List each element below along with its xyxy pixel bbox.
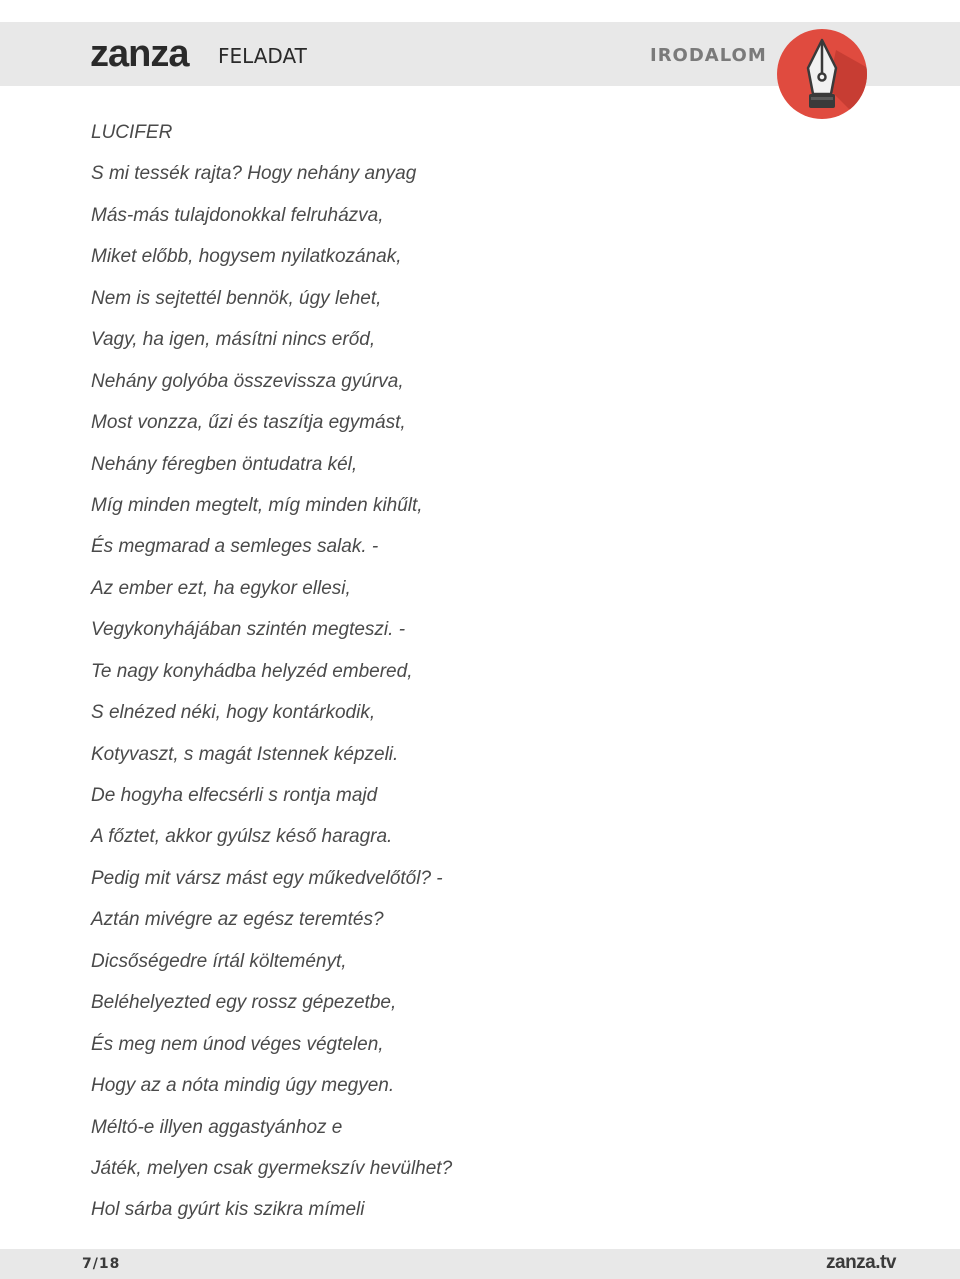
poem-line: Beléhelyezted egy rossz gépezetbe, [91, 992, 397, 1014]
poem-line: Nehány féregben öntudatra kél, [91, 453, 358, 475]
poem-line: Nehány golyóba összevissza gyúrva, [91, 370, 404, 392]
poem-line: Méltó-e illyen aggastyánhoz e [91, 1116, 343, 1138]
zanza-logo: zanza [90, 33, 189, 75]
poem-line: Miket előbb, hogysem nyilatkozának, [91, 246, 402, 268]
poem-line: Míg minden megtelt, míg minden kihűlt, [91, 494, 423, 516]
poem-text [91, 118, 791, 1237]
poem-speaker: LUCIFER [91, 122, 173, 143]
poem-line: Vegykonyhájában szintén megteszi. - [91, 619, 406, 641]
poem-line: Dicsőségedre írtál költeményt, [91, 950, 347, 972]
poem-line: Az ember ezt, ha egykor ellesi, [91, 577, 351, 599]
poem-line: És meg nem únod véges végtelen, [91, 1033, 384, 1055]
poem-line: De hogyha elfecsérli s rontja majd [91, 785, 378, 806]
poem-line: Te nagy konyhádba helyzéd embered, [91, 660, 413, 682]
footer-logo: zanza.tv [826, 1252, 896, 1273]
poem-line: S mi tessék rajta? Hogy nehány anyag [91, 163, 417, 185]
poem-line: A főztet, akkor gyúlsz késő haragra. [91, 826, 393, 848]
poem-line: Hogy az a nóta mindig úgy megyen. [91, 1075, 395, 1097]
poem-line: Pedig mit vársz mást egy műkedvelőtől? - [91, 867, 443, 889]
poem-line: És megmarad a semleges salak. - [91, 536, 379, 558]
poem-line: Hol sárba gyúrt kis szikra mímeli [91, 1199, 365, 1221]
poem-line: Más-más tulajdonokkal felruházva, [91, 204, 384, 226]
fountain-pen-nib-icon [776, 28, 868, 120]
poem-line: Aztán mivégre az egész teremtés? [91, 909, 384, 931]
page-footer [0, 1249, 960, 1279]
section-label: FELADAT [218, 44, 307, 68]
poem-line: Vagy, ha igen, másítni nincs erőd, [91, 329, 376, 351]
page-header [0, 22, 960, 86]
poem-line: Kotyvaszt, s magát Istennek képzeli. [91, 743, 399, 765]
poem-line: Játék, melyen csak gyermekszív hevülhet? [91, 1157, 453, 1179]
poem-line: Most vonzza, űzi és taszítja egymást, [91, 412, 406, 434]
page-number: 7/18 [82, 1256, 121, 1272]
subject-label: IRODALOM [650, 45, 767, 66]
poem-line: S elnézed néki, hogy kontárkodik, [91, 702, 376, 724]
poem-line: Nem is sejtettél bennök, úgy lehet, [91, 287, 382, 309]
